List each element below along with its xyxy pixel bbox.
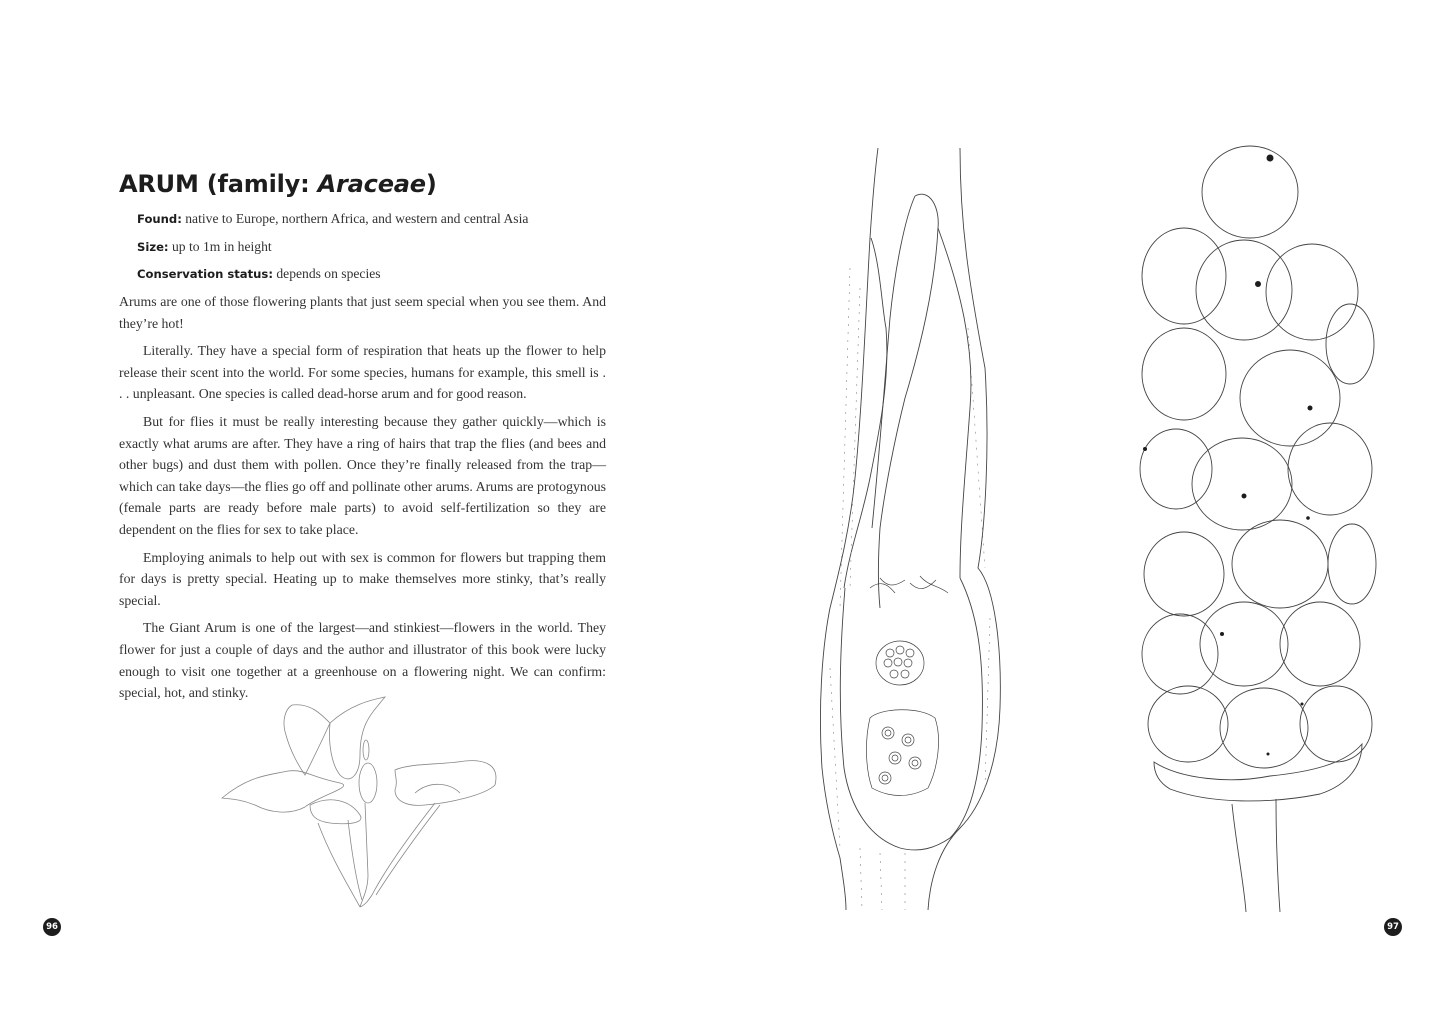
page-number-right: 97: [1384, 918, 1402, 936]
paragraph: Employing animals to help out with sex is common for flowers but trapping them for days is pretty special. Heating up to make themselves more stinky, that’s really special.: [119, 549, 606, 608]
right-page: [722, 0, 1445, 1032]
paragraph: Arums are one of those flowering plants that just seem special when you see them. And they’re hot!: [119, 294, 606, 331]
title-close: ): [425, 170, 437, 198]
fact-value: native to Europe, northern Africa, and western and central Asia: [181, 211, 529, 226]
fact-value: up to 1m in height: [168, 239, 272, 254]
fact-label: Found:: [137, 212, 182, 226]
entry-title: [119, 170, 437, 198]
title-text: ARUM (family:: [119, 170, 318, 198]
fact-label: Conservation status:: [137, 267, 273, 281]
paragraph: But for flies it must be really interesting because they gather quickly—which is exactly what arums are after. They have a ring of hairs that trap the flies (and bees and other bugs) and dust them with pollen. Once they’re finally released from the trap—which can take days—the flies go off and pollinate other arums. Arums are protogynous (female parts are ready before male parts) to avoid self-fertilization so they are dependent on the flies for sex to take place.: [119, 413, 606, 537]
arum-spathe-cutaway-illustration: [810, 148, 1010, 910]
left-page: [0, 0, 722, 1032]
fact-size: [137, 239, 272, 255]
paragraph: The Giant Arum is one of the largest—and stinkiest—flowers in the world. They flower for just a couple of days and the author and illustrator of this book were lucky enough to visit one together at a greenhouse on a flowering night. We can confirm: special, hot, and stinky.: [119, 620, 606, 701]
title-family-italic: Araceae: [317, 170, 426, 198]
fact-value: depends on species: [272, 266, 381, 281]
fact-label: Size:: [137, 240, 169, 254]
body-text: [119, 291, 606, 710]
fact-found: [137, 211, 528, 227]
fact-conservation: [137, 266, 381, 282]
page-number-left: 96: [43, 918, 61, 936]
paragraph: Literally. They have a special form of respiration that heats up the flower to help release their scent into the world. For some species, humans for example, this smell is . . . unpleasant. One species is called dead-horse arum and for good reason.: [119, 343, 606, 402]
arum-plant-illustration: [210, 695, 520, 915]
arum-berry-cluster-illustration: [1140, 144, 1402, 912]
